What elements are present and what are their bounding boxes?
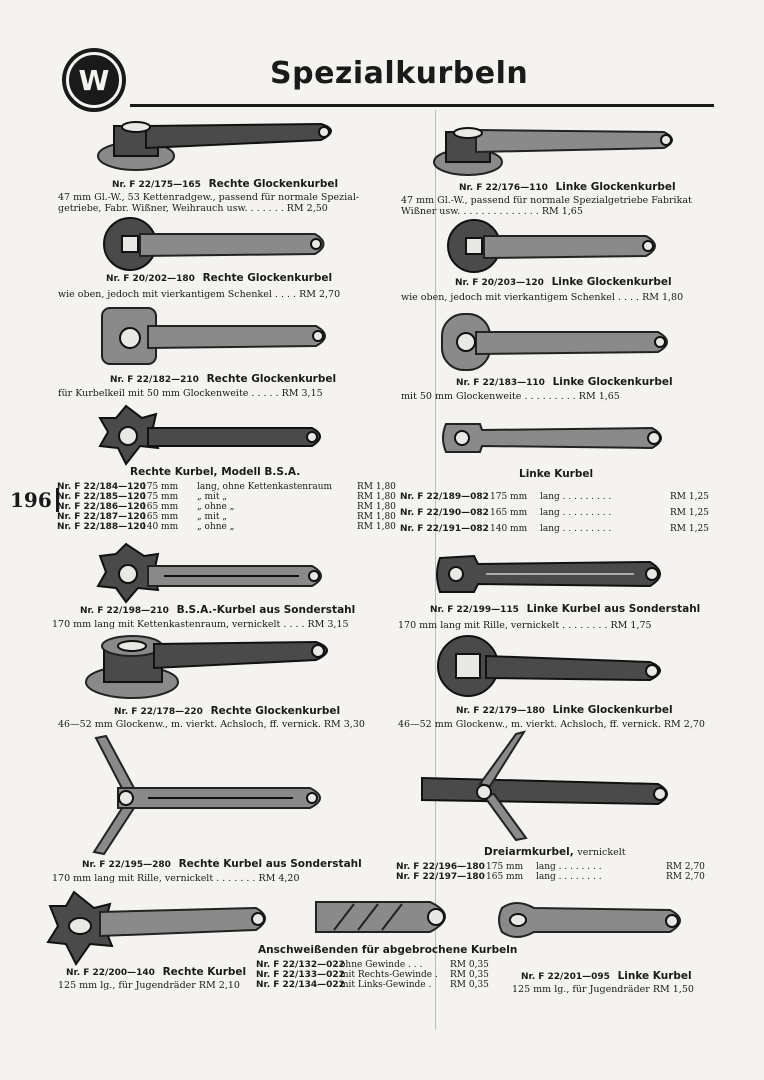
- item-176-header: [459, 181, 676, 193]
- crank-image-linke: [440, 418, 672, 458]
- table-row: [57, 492, 396, 502]
- item-183-header: [456, 376, 673, 388]
- item-201-nr: Nr. F 22/201—095: [521, 972, 610, 982]
- item-203-nr: Nr. F 20/203—120: [455, 278, 544, 288]
- row-price: RM 1,25: [670, 524, 709, 534]
- page-number: 196: [10, 488, 59, 512]
- drei-header: [484, 846, 626, 858]
- item-200-nr: Nr. F 22/200—140: [66, 968, 155, 978]
- item-200-header: [66, 966, 246, 978]
- item-179-nr: Nr. F 22/179—180: [456, 706, 545, 716]
- item-175-desc-2: getriebe, Fabr. Wißner, Weihrauch usw. . . . . . . RM 2,50: [58, 203, 328, 214]
- item-200-name: Rechte Kurbel: [162, 966, 247, 978]
- row-txt: „ mit „: [197, 512, 228, 522]
- page-title: Spezialkurbeln: [270, 56, 529, 91]
- row-txt: „ ohne „: [197, 522, 235, 532]
- row-txt: lang . . . . . . . .: [536, 872, 602, 882]
- crank-image-175: [96, 118, 346, 174]
- row-len: 175 mm: [486, 862, 524, 872]
- item-195-nr: Nr. F 22/195—280: [82, 860, 171, 870]
- crank-image-202: [100, 218, 336, 270]
- linke-table: [400, 489, 709, 537]
- row-len: 165 mm: [486, 872, 524, 882]
- linke-header: Linke Kurbel: [519, 468, 594, 480]
- item-183-name: Linke Glockenkurbel: [552, 376, 673, 388]
- item-176-nr: Nr. F 22/176—110: [459, 183, 548, 193]
- anschweiss-table: [256, 960, 489, 990]
- item-195-name: Rechte Kurbel aus Sonderstahl: [178, 858, 362, 870]
- item-176-name: Linke Glockenkurbel: [555, 181, 676, 193]
- item-198-nr: Nr. F 22/198—210: [80, 606, 169, 616]
- table-row: [57, 512, 396, 522]
- item-200-desc: 125 mm lg., für Jugendräder RM 2,10: [58, 980, 240, 991]
- row-price: RM 1,80: [357, 492, 396, 502]
- row-len: 175 mm: [141, 492, 179, 502]
- crank-image-183: [440, 312, 680, 372]
- row-nr: Nr. F 22/186—120: [57, 502, 146, 512]
- item-178-nr: Nr. F 22/178—220: [114, 707, 203, 717]
- row-txt: mit Rechts-Gewinde .: [340, 970, 438, 980]
- item-198-name: B.S.A.-Kurbel aus Sonderstahl: [176, 604, 356, 616]
- row-nr: Nr. F 22/184—120: [57, 482, 146, 492]
- row-nr: Nr. F 22/190—082: [400, 508, 489, 518]
- bsa-header: Rechte Kurbel, Modell B.S.A.: [130, 466, 301, 478]
- table-row: [256, 960, 489, 970]
- row-nr: Nr. F 22/197—180: [396, 872, 485, 882]
- row-len: 165 mm: [141, 502, 179, 512]
- row-price: RM 2,70: [666, 862, 705, 872]
- crank-image-anschweiss: [314, 894, 462, 940]
- row-nr: Nr. F 22/185—120: [57, 492, 146, 502]
- crank-image-176: [432, 122, 682, 178]
- row-nr: Nr. F 22/196—180: [396, 862, 485, 872]
- row-nr: Nr. F 22/188—120: [57, 522, 146, 532]
- row-len: 175 mm: [490, 492, 528, 502]
- row-price: RM 0,35: [450, 970, 489, 980]
- item-198-header: [80, 604, 355, 616]
- row-price: RM 1,25: [670, 492, 709, 502]
- table-row: [57, 522, 396, 532]
- crank-image-200: [46, 890, 278, 966]
- item-203-header: [455, 276, 672, 288]
- drei-name: Dreiarmkurbel,: [484, 846, 574, 858]
- row-txt: ohne Gewinde . . .: [340, 960, 423, 970]
- row-price: RM 1,25: [670, 508, 709, 518]
- crank-image-bsa: [96, 404, 332, 466]
- item-176-desc-2: Wißner usw. . . . . . . . . . . . . . RM 1,65: [401, 206, 583, 217]
- item-195-desc: 170 mm lang mit Rille, vernickelt . . . . . . . RM 4,20: [52, 873, 300, 884]
- item-201-name: Linke Kurbel: [617, 970, 692, 982]
- table-row: [396, 872, 705, 882]
- row-price: RM 2,70: [666, 872, 705, 882]
- row-nr: Nr. F 22/187—120: [57, 512, 146, 522]
- item-182-nr: Nr. F 22/182—210: [110, 375, 199, 385]
- item-203-desc: wie oben, jedoch mit vierkantigem Schenkel . . . . RM 1,80: [401, 292, 684, 303]
- item-176-desc-1: 47 mm Gl.-W., passend für normale Spezialgetriebe Fabrikat: [401, 195, 692, 206]
- crank-image-179: [436, 634, 674, 700]
- item-201-desc: 125 mm lg., für Jugendräder RM 1,50: [512, 984, 694, 995]
- item-199-nr: Nr. F 22/199—115: [430, 605, 519, 615]
- row-price: RM 0,35: [450, 960, 489, 970]
- row-nr: Nr. F 22/191—082: [400, 524, 489, 534]
- crank-image-198: [94, 542, 334, 604]
- item-202-nr: Nr. F 20/202—180: [106, 274, 195, 284]
- row-txt: lang, ohne Kettenkastenraum: [197, 482, 333, 492]
- row-price: RM 1,80: [357, 512, 396, 522]
- item-182-header: [110, 373, 336, 385]
- row-nr: Nr. F 22/189—082: [400, 492, 489, 502]
- row-txt: lang . . . . . . . . .: [540, 524, 612, 534]
- row-len: 140 mm: [141, 522, 179, 532]
- drei-table: [396, 862, 705, 882]
- item-182-name: Rechte Glockenkurbel: [206, 373, 337, 385]
- brand-logo: [62, 48, 126, 112]
- row-txt: lang . . . . . . . . .: [540, 508, 612, 518]
- table-row: [400, 489, 709, 505]
- item-175-desc-1: 47 mm Gl.-W., 53 Kettenradgew., passend für normale Spezial-: [58, 192, 360, 203]
- table-row: [396, 862, 705, 872]
- title-rule: [130, 104, 714, 107]
- table-row: [256, 980, 489, 990]
- table-row: [57, 502, 396, 512]
- item-175-nr: Nr. F 22/175—165: [112, 180, 201, 190]
- crank-image-182: [98, 304, 338, 368]
- item-175-header: [112, 178, 338, 190]
- item-199-desc: 170 mm lang mit Rille, vernickelt . . . . . . . . RM 1,75: [398, 620, 652, 631]
- table-row: [400, 505, 709, 521]
- row-len: 165 mm: [490, 508, 528, 518]
- crank-image-201: [498, 898, 694, 944]
- row-txt: „ ohne „: [197, 502, 235, 512]
- item-175-name: Rechte Glockenkurbel: [208, 178, 339, 190]
- table-row: [57, 482, 396, 492]
- item-199-header: [430, 603, 700, 615]
- item-202-name: Rechte Glockenkurbel: [202, 272, 333, 284]
- item-202-header: [106, 272, 332, 284]
- item-195-header: [82, 858, 362, 870]
- row-nr: Nr. F 22/133—022: [256, 970, 345, 980]
- item-182-desc: für Kurbelkeil mit 50 mm Glockenweite . . . . . RM 3,15: [58, 388, 323, 399]
- crank-image-203: [444, 220, 668, 272]
- row-price: RM 1,80: [357, 482, 396, 492]
- row-len: 175 mm: [141, 482, 179, 492]
- crank-image-195: [88, 736, 332, 856]
- row-len: 165 mm: [141, 512, 179, 522]
- item-201-header: [521, 970, 692, 982]
- row-nr: Nr. F 22/134—022: [256, 980, 345, 990]
- crank-image-178: [84, 634, 340, 700]
- crank-image-199: [434, 552, 674, 598]
- crank-image-drei: [420, 734, 676, 842]
- row-price: RM 1,80: [357, 502, 396, 512]
- item-183-nr: Nr. F 22/183—110: [456, 378, 545, 388]
- row-txt: lang . . . . . . . .: [536, 862, 602, 872]
- bsa-table: [57, 482, 396, 532]
- item-178-header: [114, 705, 340, 717]
- item-178-desc: 46—52 mm Glockenw., m. vierkt. Achsloch, ff. vernick. RM 3,30: [58, 719, 365, 730]
- row-txt: mit Links-Gewinde .: [340, 980, 432, 990]
- brand-logo-letter: W: [66, 52, 122, 108]
- anschweiss-header: Anschweißenden für abgebrochene Kurbeln: [258, 944, 518, 956]
- item-198-desc: 170 mm lang mit Kettenkastenraum, vernickelt . . . . RM 3,15: [52, 619, 349, 630]
- row-txt: „ mit „: [197, 492, 228, 502]
- item-179-name: Linke Glockenkurbel: [552, 704, 673, 716]
- row-nr: Nr. F 22/132—022: [256, 960, 345, 970]
- row-price: RM 1,80: [357, 522, 396, 532]
- item-199-name: Linke Kurbel aus Sonderstahl: [526, 603, 701, 615]
- item-179-desc: 46—52 mm Glockenw., m. vierkt. Achsloch, ff. vernick. RM 2,70: [398, 719, 705, 730]
- row-txt: lang . . . . . . . . .: [540, 492, 612, 502]
- row-price: RM 0,35: [450, 980, 489, 990]
- drei-suffix: vernickelt: [577, 847, 626, 858]
- item-179-header: [456, 704, 673, 716]
- item-203-name: Linke Glockenkurbel: [551, 276, 672, 288]
- table-row: [256, 970, 489, 980]
- item-202-desc: wie oben, jedoch mit vierkantigem Schenkel . . . . RM 2,70: [58, 289, 341, 300]
- item-178-name: Rechte Glockenkurbel: [210, 705, 341, 717]
- item-183-desc: mit 50 mm Glockenweite . . . . . . . . . RM 1,65: [401, 391, 620, 402]
- table-row: [400, 521, 709, 537]
- row-len: 140 mm: [490, 524, 528, 534]
